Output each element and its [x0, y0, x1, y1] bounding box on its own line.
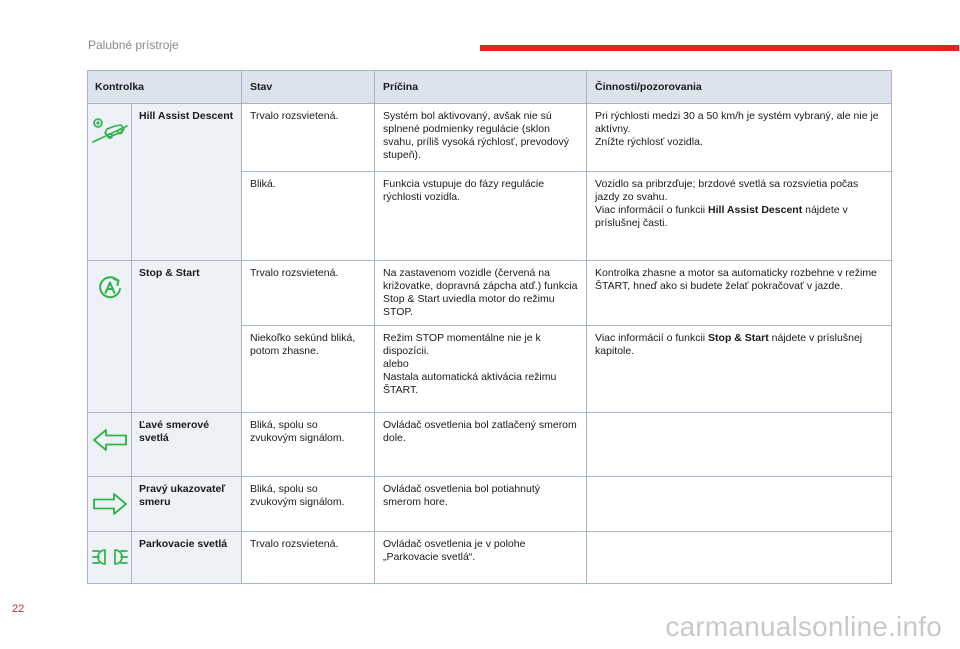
pricina-cell: Ovládač osvetlenia bol zatlačený smerom dole.: [375, 413, 587, 477]
stav-cell: Bliká, spolu so zvukovým signálom.: [242, 477, 375, 532]
cinnosti-line: Pri rýchlosti medzi 30 a 50 km/h je systém vybraný, ale nie je aktívny.: [595, 110, 879, 135]
pricina-cell: Ovládač osvetlenia bol potiahnutý smerom hore.: [375, 477, 587, 532]
page-header-title: Palubné prístroje: [88, 38, 179, 52]
page-number: 22: [12, 603, 25, 615]
pricina-cell: Ovládač osvetlenia je v polohe „Parkovacie svetlá“.: [375, 532, 587, 584]
column-header-kontrolka: Kontrolka: [88, 71, 242, 104]
hill-assist-descent-icon: [91, 135, 129, 147]
watermark: carmanualsonline.info: [665, 611, 942, 642]
cinnosti-cell: [587, 326, 892, 413]
stav-cell: Niekoľko sekúnd bliká, potom zhasne.: [242, 326, 375, 413]
cinnosti-cell: Kontrolka zhasne a motor sa automaticky rozbehne v režime ŠTART, hneď ako si budete želať pokračovať v jazde.: [587, 261, 892, 326]
stav-cell: Bliká.: [242, 172, 375, 261]
cinnosti-bold-text: Hill Assist Descent: [708, 204, 803, 216]
cinnosti-line: Znížte rýchlosť vozidla.: [595, 136, 703, 148]
table-row: [88, 413, 892, 477]
cinnosti-text: Viac informácií o funkcii: [595, 204, 706, 216]
cinnosti-line: Vozidlo sa pribrzďuje; brzdové svetlá sa rozsvietia počas jazdy zo svahu.: [595, 178, 859, 203]
column-header-cinnosti: Činnosti/pozorovania: [587, 71, 892, 104]
cinnosti-text: Viac informácií o funkcii: [595, 332, 706, 344]
cinnosti-bold-text: Stop & Start: [708, 332, 769, 344]
pricina-cell: Systém bol aktivovaný, avšak nie sú splnené podmienky regulácie (sklon svahu, príliš vysoká rýchlosť, prevodový stupeň).: [375, 104, 587, 172]
cinnosti-cell: [587, 532, 892, 584]
stav-cell: Bliká, spolu so zvukovým signálom.: [242, 413, 375, 477]
pricina-cell: Funkcia vstupuje do fázy regulácie rýchlosti vozidla.: [375, 172, 587, 261]
warning-light-name: Stop & Start: [132, 261, 242, 413]
table-row: [88, 261, 892, 326]
table-header-row: [88, 71, 892, 104]
table-row: [88, 532, 892, 584]
header-accent-bar: [480, 45, 959, 51]
pricina-cell: Na zastavenom vozidle (červená na križovatke, dopravná zápcha atď.) funkcia Stop & Start uviedla motor do režimu STOP.: [375, 261, 587, 326]
left-turn-signal-icon: [92, 444, 128, 456]
stav-cell: Trvalo rozsvietená.: [242, 104, 375, 172]
pricina-cell: [375, 326, 587, 413]
cinnosti-cell: [587, 413, 892, 477]
pricina-line: Režim STOP momentálne nie je k dispozícii.: [383, 332, 541, 357]
warning-lights-table: [87, 70, 892, 584]
warning-light-name: Pravý ukazovateľ smeru: [132, 477, 242, 532]
parking-lights-icon: [92, 559, 128, 571]
cinnosti-cell: [587, 172, 892, 261]
column-header-pricina: Príčina: [375, 71, 587, 104]
stav-cell: Trvalo rozsvietená.: [242, 532, 375, 584]
stav-cell: Trvalo rozsvietená.: [242, 261, 375, 326]
pricina-line: Nastala automatická aktivácia režimu ŠTART.: [383, 371, 557, 396]
cinnosti-text: nájdete v príslušnej časti.: [595, 204, 848, 229]
warning-light-name: Hill Assist Descent: [132, 104, 242, 261]
column-header-stav: Stav: [242, 71, 375, 104]
cinnosti-cell: [587, 104, 892, 172]
stop-start-icon: [97, 292, 123, 304]
pricina-line: alebo: [383, 358, 409, 370]
warning-light-name: Ľavé smerové svetlá: [132, 413, 242, 477]
right-turn-signal-icon: [92, 508, 128, 520]
table-row: [88, 104, 892, 172]
cinnosti-text: nájdete v príslušnej kapitole.: [595, 332, 863, 357]
cinnosti-cell: [587, 477, 892, 532]
table-row: [88, 477, 892, 532]
warning-light-name: Parkovacie svetlá: [132, 532, 242, 584]
